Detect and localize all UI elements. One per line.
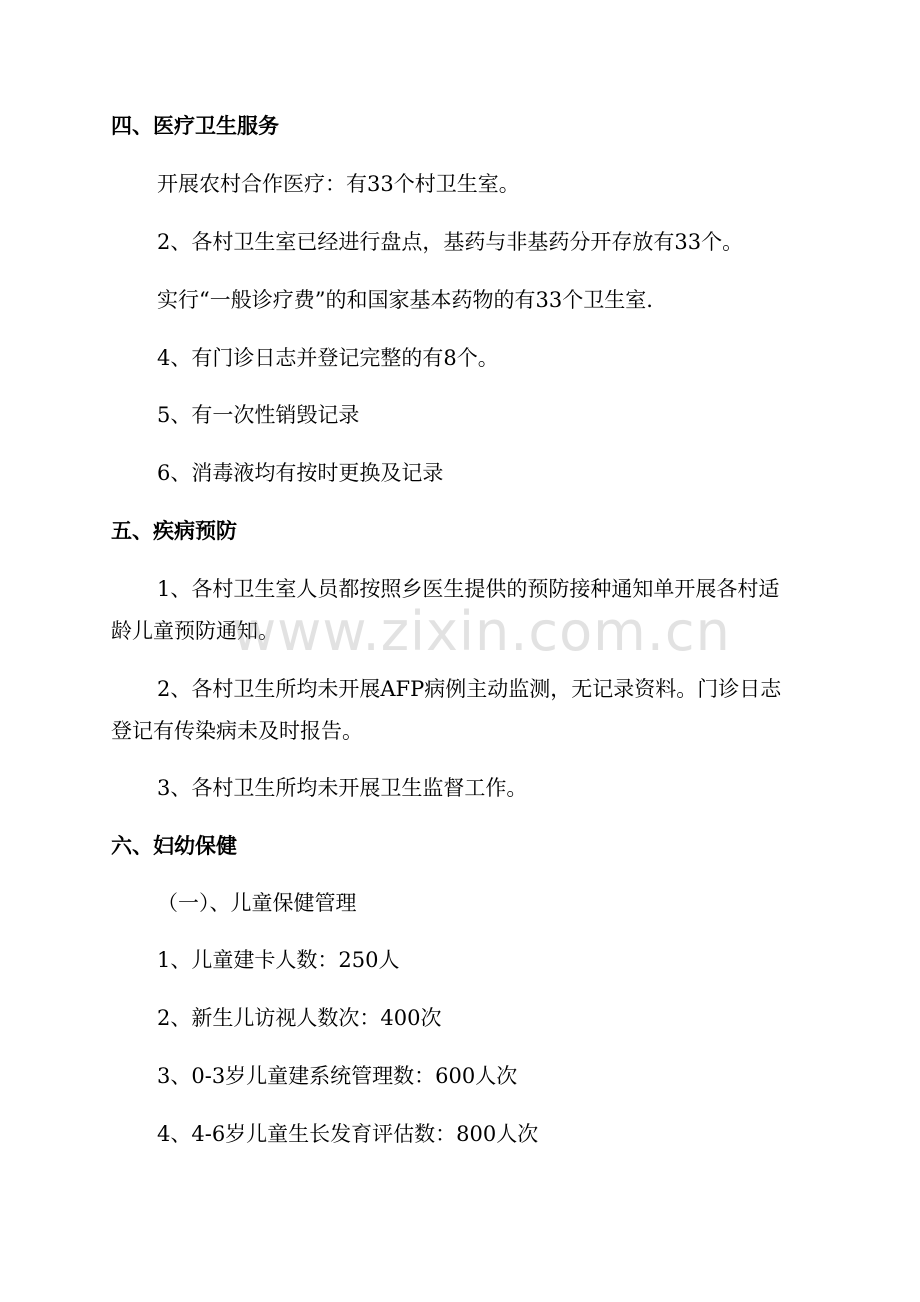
paragraph-line: 实行“一般诊疗费”的和国家基本药物的有33个卫生室. xyxy=(157,288,653,312)
paragraph-line: 2、各村卫生所均未开展AFP病例主动监测，无记录资料。门诊日志 xyxy=(157,677,782,701)
paragraph-line-continued: 龄儿童预防通知。 xyxy=(111,619,279,643)
paragraph-line: 5、有一次性销毁记录 xyxy=(157,403,360,427)
section-heading-maternal-child-health: 六、妇幼保健 xyxy=(111,834,237,858)
watermark: www.zixin.com.cn xyxy=(232,600,731,663)
section-heading-medical-service: 四、医疗卫生服务 xyxy=(111,114,279,138)
paragraph-line: 2、各村卫生室已经进行盘点，基药与非基药分开存放有33个。 xyxy=(157,230,744,254)
paragraph-line: 3、各村卫生所均未开展卫生监督工作。 xyxy=(157,776,528,800)
paragraph-line: 4、有门诊日志并登记完整的有8个。 xyxy=(157,346,499,370)
paragraph-line: 6、消毒液均有按时更换及记录 xyxy=(157,461,444,485)
paragraph-line: 1、各村卫生室人员都按照乡医生提供的预防接种通知单开展各村适 xyxy=(157,577,780,601)
paragraph-line: 1、儿童建卡人数：250人 xyxy=(157,948,400,972)
paragraph-line: 3、0-3岁儿童建系统管理数：600人次 xyxy=(157,1064,518,1088)
paragraph-line-continued: 登记有传染病未及时报告。 xyxy=(111,719,363,743)
section-heading-disease-prevention: 五、疾病预防 xyxy=(111,519,237,543)
subsection-heading: （一）、儿童保健管理 xyxy=(157,891,357,915)
paragraph-line: 4、4-6岁儿童生长发育评估数：800人次 xyxy=(157,1122,539,1146)
paragraph-line: 开展农村合作医疗：有33个村卫生室。 xyxy=(157,172,520,196)
paragraph-line: 2、新生儿访视人数次：400次 xyxy=(157,1006,442,1030)
